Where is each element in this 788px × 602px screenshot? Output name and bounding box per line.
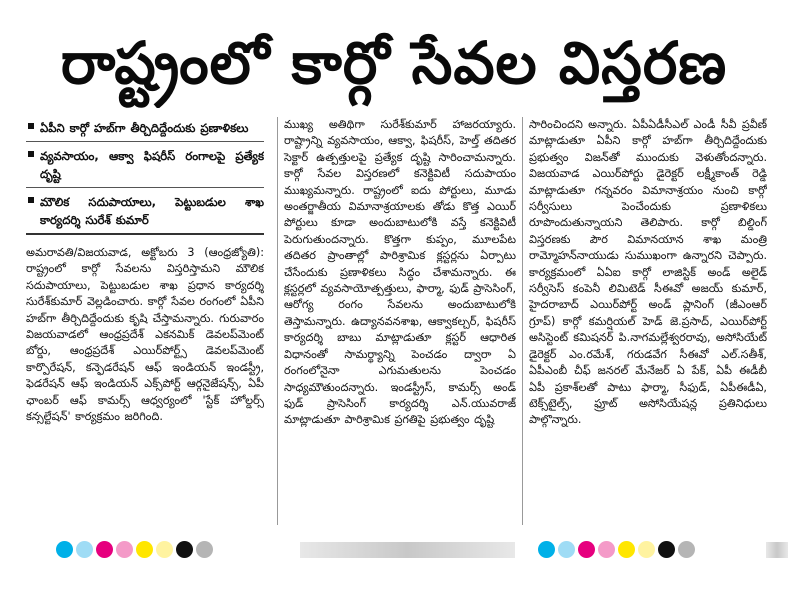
highlight-3 [26, 191, 264, 235]
registration-dot-icon [136, 541, 153, 558]
paragraph: ముఖ్య అతిథిగా సురేశ్‌కుమార్ హాజరయ్యారు. రాష్ట్రాన్ని వ్యవసాయం, ఆక్వా, ఫిషరీస్, హెల్త్ తదితర సెక్టార్ ఉత్పత్తులపై ప్రత్యేక దృష్టి సారించామన్నారు. కార్గో సేవల విస్తరణలో కనెక్టివిటీ సదుపాయం ముఖ్యమన్నారు. రాష్ట్రంలో ఐదు పోర్టులు, మూడు అంతర్జాతీయ విమానాశ్రయాలకు తోడు కొత్త ఎయిర్ పోర్టులు కూడా అందుబాటులోకి వస్తే కనెక్టివిటీ పెరుగుతుందన్నారు. కొత్తగా కుప్పం, మూలపేట తదితర ప్రాంతాల్లో పారిశ్రామిక క్లస్టర్లను ఏర్పాటు చేసేందుకు ప్రణాళికలు సిద్ధం చేశామన్నారు. ఈ క్లస్టర్లలో వ్యవసాయోత్పత్తులు, ఫార్మా, ఫుడ్ ప్రాసెసింగ్, ఆరోగ్య రంగం సేవలను అందుబాటులోకి తెస్తామన్నారు. ఉద్యానవనశాఖ, ఆక్వాకల్చర్, ఫిషరీస్ కార్యదర్శి బాబు మాట్లాడుతూ క్లస్టర్ ఆధారిత విధానంతో సామర్థ్యాన్ని పెంచడం ద్వారా ఏ రంగంలోనైనా ఎగుమతులను పెంచడం సాధ్యమౌతుందన్నారు. ఇండస్ట్రీస్, కామర్స్ అండ్ ఫుడ్ ప్రాసెసింగ్ కార్యదర్శి ఎన్.యువరాజ్ మాట్లాడుతూ పారిశ్రామిక ప్రగతిపై ప్రభుత్వం దృష్టి [284, 118, 516, 427]
article-body-part-3 [529, 117, 767, 429]
bullet-square-icon [28, 123, 34, 129]
paragraph: సారించిందని అన్నారు. ఏపీఏడీసీఎల్ ఎండీ సీవీ ప్రవీణ్ మాట్లాడుతూ ఏపీని కార్గో హబ్‌గా తీర్చిదిద్దేందుకు ప్రభుత్వం విజన్‌తో ముందుకు వెళుతోందన్నారు. విజయవాడ ఎయిర్‌పోర్టు డైరెక్టర్ లక్ష్మీకాంత్ రెడ్డి మాట్లాడుతూ గన్నవరం విమానాశ్రయం నుంచి కార్గో సర్వీసులు పెంచేందుకు ప్రణాళికలు రూపొందుతున్నాయని తెలిపారు. కార్గో బిల్డింగ్ విస్తరణకు పౌర విమానయాన శాఖ మంత్రి రామ్మోహన్‌నాయుడు సుముఖంగా ఉన్నారని చెప్పారు. కార్యక్రమంలో ఏఏఐ కార్గో లాజిస్టిక్ అండ్ అలైడ్ సర్వీసెస్ కంపెనీ లిమిటెడ్ సీఈవో అజయ్ కుమార్, హైదరాబాద్ ఎయిర్‌పోర్ట్ అండ్ ప్లానింగ్ (జీఎంఆర్ గ్రూప్) కార్గో కమర్షియల్ హెడ్ జె.ప్రసాద్, ఎయిర్‌పోర్ట్ అసిస్టెంట్ కమిషనర్ పి.నాగమల్లేశ్వరరావు, అసోసియేట్ డైరెక్టర్ ఎం.రమేశ్, గరుడవేగ సీఈవో ఎల్.సతీశ్, ఏపీఎంబీ చీఫ్ జనరల్ మేనేజర్ ఏ పేక్, ఏపీ ఈడీబీ ఏపీ ప్రకాశ్‌లతో పాటు ఫార్మా, సీఫుడ్, ఏపీఈడీఏ, టెక్స్‌టైల్స్, ఫ్రూట్ అసోసియేషన్ల ప్రతినిధులు పాల్గొన్నారు. [529, 118, 767, 427]
registration-dot-icon [618, 541, 635, 558]
highlight-text: ఏపీని కార్గో హబ్‌గా తీర్చిదిద్దేందుకు ప్రణాళికలు [40, 121, 249, 135]
highlight-text: వ్యవసాయం, ఆక్వా ఫిషరీస్ రంగాలపై ప్రత్యేక దృష్టి [40, 149, 264, 181]
highlight-1 [26, 117, 264, 142]
article-body-part-2 [284, 117, 516, 429]
registration-dot-icon [76, 541, 93, 558]
gray-gradient-bar [300, 542, 515, 558]
registration-dot-icon [658, 541, 675, 558]
registration-dot-icon [96, 541, 113, 558]
column-2 [277, 117, 516, 525]
registration-dot-icon [116, 541, 133, 558]
gray-gradient-bar-edge [766, 542, 788, 558]
registration-dot-icon [578, 541, 595, 558]
column-3 [522, 117, 767, 525]
registration-dot-icon [56, 541, 73, 558]
registration-dot-icon [678, 541, 695, 558]
registration-dot-icon [156, 541, 173, 558]
registration-dot-icon [558, 541, 575, 558]
registration-dot-icon [538, 541, 555, 558]
article-body-part-1 [26, 245, 264, 425]
registration-dot-icon [196, 541, 213, 558]
registration-dot-icon [176, 541, 193, 558]
registration-dots-right [538, 541, 695, 559]
registration-dot-icon [638, 541, 655, 558]
registration-dot-icon [598, 541, 615, 558]
bullet-square-icon [28, 197, 34, 203]
highlight-text: మౌలిక సదుపాయాలు, పెట్టుబడుల శాఖ కార్యదర్శి సురేశ్ కుమార్ [40, 195, 264, 227]
highlight-2 [26, 145, 264, 188]
headline: రాష్ట్రంలో కార్గో సేవల విస్తరణ [60, 29, 728, 97]
registration-dots-left [56, 541, 213, 559]
bullet-square-icon [28, 151, 34, 157]
column-1 [26, 117, 264, 525]
paragraph: అమరావతి/విజయవాడ, అక్టోబరు 3 (ఆంధ్రజ్యోతి): రాష్ట్రంలో కార్గో సేవలను విస్తరిస్తామని మౌలిక సదుపాయాలు, పెట్టుబడుల శాఖ ప్రధాన కార్యదర్శి సురేశ్‌కుమార్ వెల్లడించారు. కార్గో సేవల రంగంలో ఏపీని హబ్‌గా తీర్చిదిద్దేందుకు కృషి చేస్తామన్నారు. గురువారం విజయవాడలో ఆంధ్రప్రదేశ్ ఎకనమిక్ డెవలప్‌మెంట్ బోర్డు, ఆంధ్రప్రదేశ్ ఎయిర్‌పోర్ట్స్ డెవలప్‌మెంట్ కార్పొరేషన్, కన్ఫెడరేషన్ ఆఫ్ ఇండియన్ ఇండస్ట్రీ, ఫెడరేషన్ ఆఫ్ ఇండియన్ ఎక్స్‌పోర్ట్ ఆర్గనైజేషన్స్, ఏపీ ఛాంబర్ ఆఫ్ కామర్స్ ఆధ్వర్యంలో 'స్టేక్ హోల్డర్స్ కన్సల్టేషన్' కార్యక్రమం జరిగింది. [26, 246, 264, 424]
print-registration-strip [0, 538, 788, 562]
